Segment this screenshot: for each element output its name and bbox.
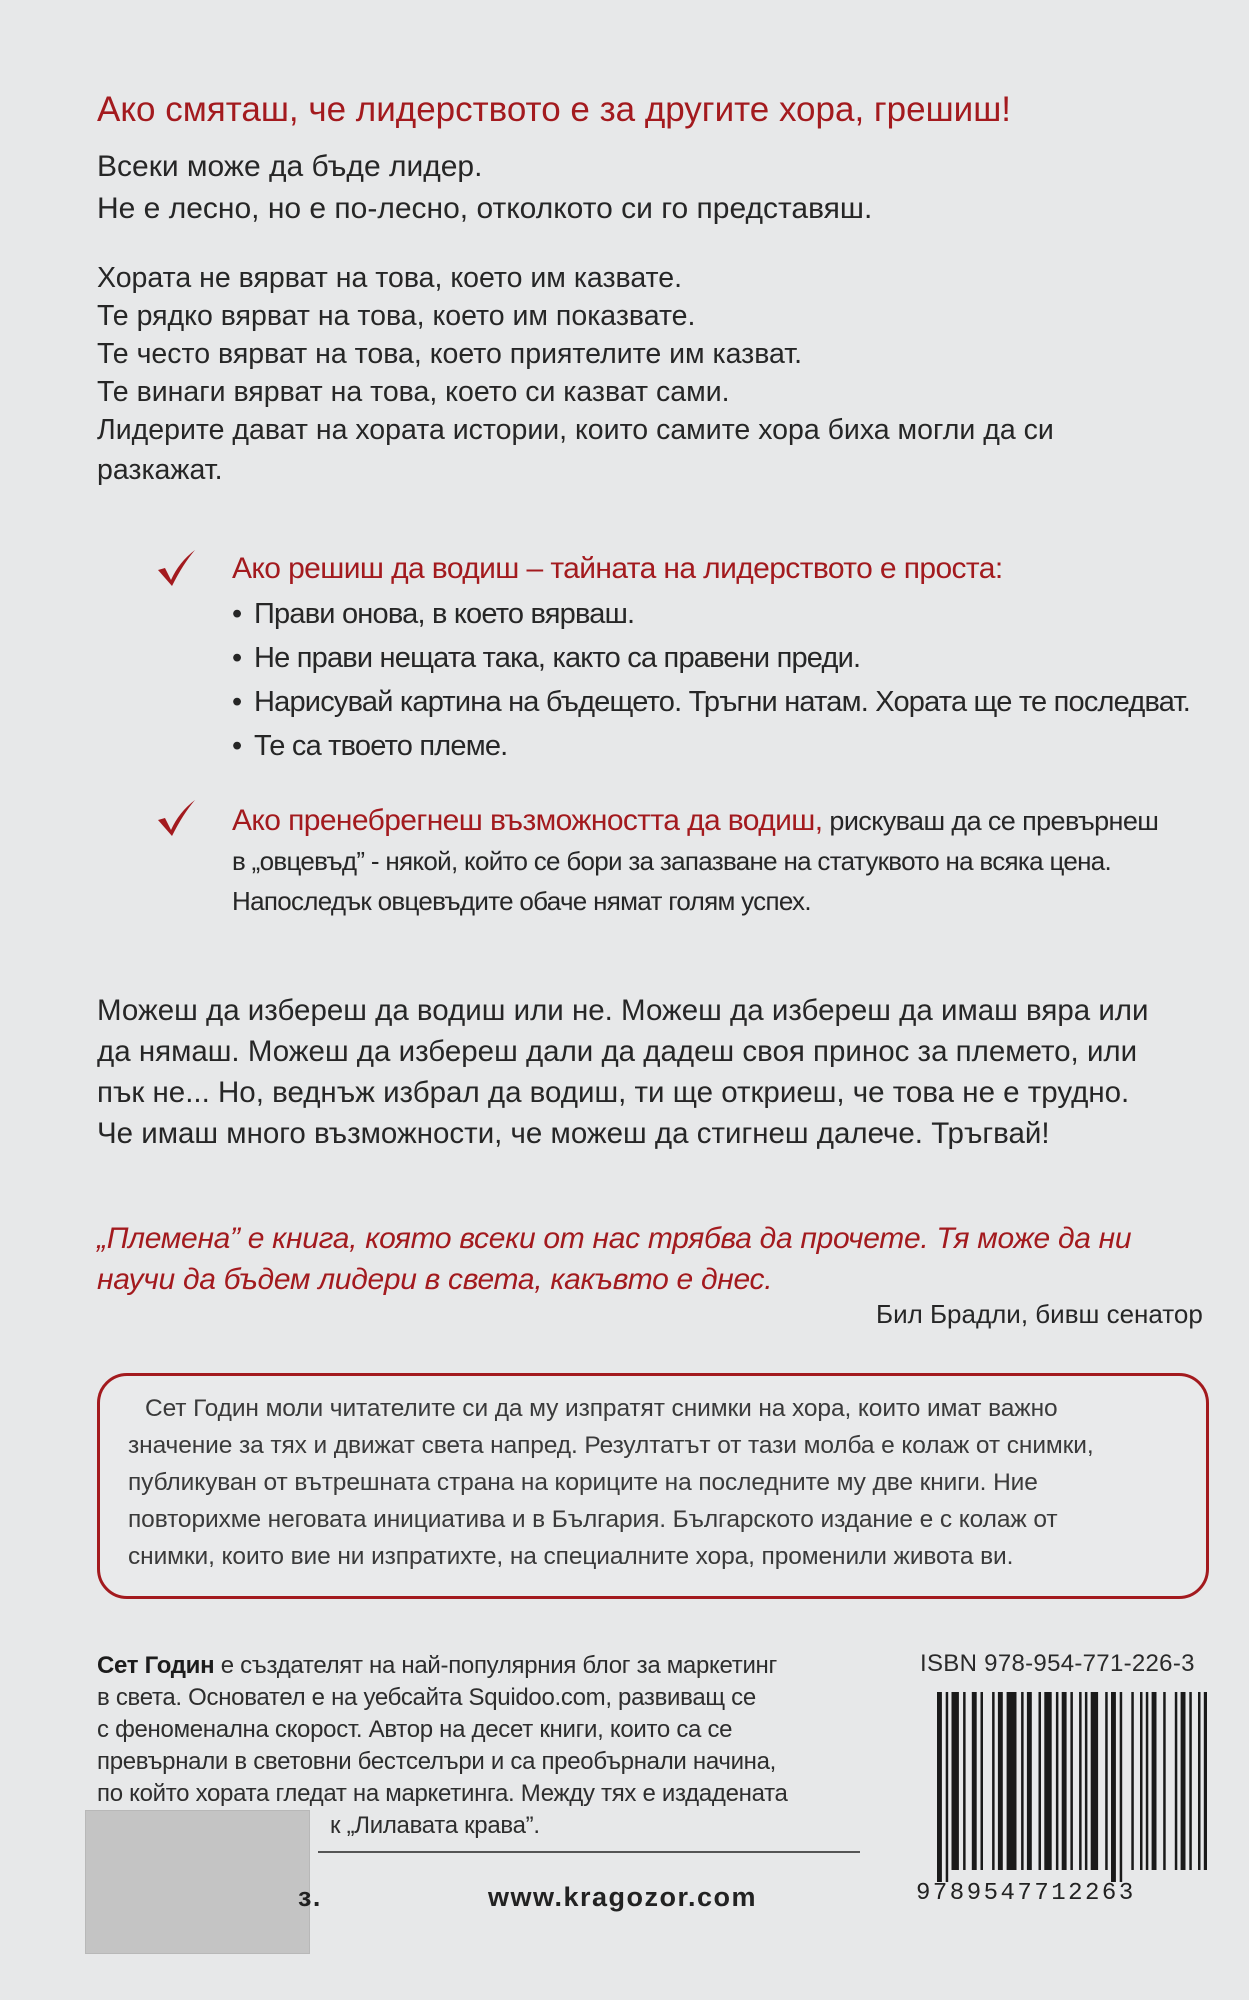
belief-line: Те винаги вярват на това, което си казват сами.	[97, 376, 730, 408]
barcode-bar	[1091, 1692, 1098, 1870]
barcode-bar	[1105, 1692, 1108, 1870]
publisher-website[interactable]: www.kragozor.com	[488, 1882, 758, 1912]
barcode-bar	[963, 1692, 966, 1870]
author-bio-line	[97, 1652, 777, 1680]
barcode-bar	[1198, 1692, 1201, 1870]
author-bio-line: по който хората гледат на маркетинга. Между тях е издадената	[97, 1780, 788, 1807]
choice-line: Че имаш много възможности, че можеш да стигнеш далече. Тръгвай!	[97, 1117, 1050, 1150]
intro-line: Всеки може да бъде лидер.	[97, 150, 483, 183]
barcode-bar	[1111, 1692, 1116, 1882]
info-box-line: повторихме неговата инициатива и в България. Българското издание е с колаж от	[128, 1506, 1058, 1533]
quote-line: научи да бъдем лидери в света, какъвто е днес.	[97, 1263, 773, 1296]
belief-line: разкажат.	[97, 454, 223, 486]
bullet-item	[232, 686, 1190, 719]
isbn-label: ISBN 978-954-771-226-3	[920, 1650, 1195, 1677]
barcode-bar	[1021, 1692, 1024, 1870]
author-bio-line: к „Лилавата крава”.	[330, 1812, 540, 1839]
barcode-bar	[1131, 1692, 1134, 1870]
bullet-text: Не прави нещата така, както са правени преди.	[254, 642, 861, 674]
belief-line: Те рядко вярват на това, което им показвате.	[97, 300, 696, 332]
bullet-item	[232, 730, 507, 763]
barcode-bar	[1181, 1692, 1186, 1870]
intro-line: Не е лесно, но е по-лесно, отколкото си го представяш.	[97, 192, 873, 225]
quote-line: „Племена” е книга, която всеки от нас трябва да прочете. Тя може да ни	[97, 1222, 1132, 1255]
author-bio-line: превърнали в световни бестселъри и са преобърнали начина,	[97, 1748, 777, 1775]
barcode-bar	[1056, 1692, 1059, 1870]
checkmark-icon	[155, 798, 197, 838]
headline: Ако смяташ, че лидерството е за другите хора, грешиш!	[97, 90, 1012, 129]
belief-line: Лидерите дават на хората истории, които самите хора биха могли да си	[97, 414, 1054, 446]
barcode-bar	[981, 1692, 984, 1870]
bullet-dot-icon: •	[232, 686, 242, 718]
barcode-bar	[1175, 1692, 1178, 1870]
barcode-bar	[1039, 1692, 1042, 1870]
divider	[318, 1851, 860, 1853]
section2-line: Напоследък овцевъдите обаче нямат голям успех.	[232, 886, 811, 916]
barcode-bar	[1007, 1692, 1017, 1870]
quote-attribution: Бил Брадли, бивш сенатор	[876, 1299, 1203, 1329]
barcode-bar	[1163, 1692, 1166, 1870]
barcode-bar	[1189, 1692, 1192, 1870]
bullet-item	[232, 598, 634, 631]
section2-line: в „овцевъд” - някой, който се бори за запазване на статуквото на всяка цена.	[232, 846, 1112, 876]
barcode-bar	[998, 1692, 1003, 1870]
author-bio-line: с феноменална скорост. Автор на десет книги, които са се	[97, 1716, 733, 1743]
barcode-number: 9789547712263	[916, 1880, 1136, 1907]
price-sticker	[85, 1810, 310, 1954]
barcode-bar	[937, 1692, 942, 1882]
barcode-bar	[992, 1692, 995, 1870]
belief-line: Те често вярват на това, което приятелите им казват.	[97, 338, 803, 370]
section1-heading: Ако решиш да водиш – тайната на лидерството е проста:	[232, 552, 1003, 585]
barcode-bar	[1152, 1692, 1157, 1870]
barcode-bar	[1085, 1692, 1088, 1870]
choice-line: Можеш да избереш да водиш или не. Можеш да избереш да имаш вяра или	[97, 994, 1149, 1027]
barcode-bar	[952, 1692, 959, 1870]
barcode-bar	[1070, 1692, 1073, 1870]
bullet-text: Нарисувай картина на бъдещето. Тръгни натам. Хората ще те последват.	[254, 686, 1190, 718]
barcode-bar	[1204, 1692, 1207, 1870]
author-name: Сет Годин	[97, 1652, 215, 1679]
section2-heading-red: Ако пренебрегнеш възможността да водиш,	[232, 804, 823, 837]
section2-heading	[232, 804, 1158, 838]
info-box-line: публикуван от вътрешната страна на кориците на последните му две книги. Ние	[128, 1469, 1038, 1496]
barcode-bar	[1044, 1692, 1051, 1870]
bullet-dot-icon: •	[232, 730, 242, 762]
barcode-bar	[972, 1692, 977, 1870]
author-bio-text: е създателят на най-популярния блог за маркетинг	[214, 1652, 777, 1679]
barcode-bar	[1146, 1692, 1149, 1870]
barcode-bar	[1120, 1692, 1123, 1882]
section2-heading-rest: рискуваш да се превърнеш	[822, 806, 1159, 836]
barcode-bar	[1079, 1692, 1082, 1870]
checkmark-icon	[155, 548, 197, 588]
choice-line: да нямаш. Можеш да избереш дали да дадеш своя принос за племето, или	[97, 1035, 1138, 1068]
footer-fragment: з.	[298, 1882, 322, 1912]
bullet-text: Те са твоето племе.	[254, 730, 508, 762]
belief-line: Хората не вярват на това, което им казвате.	[97, 262, 683, 294]
barcode-bar	[1140, 1692, 1143, 1870]
info-box-line: значение за тях и движат света напред. Резултатът от тази молба е колаж от снимки,	[128, 1432, 1094, 1459]
bullet-item	[232, 642, 860, 675]
barcode-bar	[1027, 1692, 1032, 1870]
choice-line: пък не... Но, веднъж избрал да водиш, ти ще откриеш, че това не е трудно.	[97, 1076, 1130, 1109]
info-box-line: снимки, които вие ни изпратихте, на специалните хора, променили живота ви.	[128, 1543, 1014, 1570]
bullet-text: Прави онова, в което вярваш.	[254, 598, 635, 630]
bullet-dot-icon: •	[232, 598, 242, 630]
author-bio-line: в света. Основател е на уебсайта Squidoo.com, развиващ се	[97, 1684, 756, 1711]
barcode-bar	[1062, 1692, 1067, 1870]
barcode-image	[935, 1692, 1207, 1882]
barcode-bar	[946, 1692, 949, 1882]
info-box-line: Сет Годин моли читателите си да му изпратят снимки на хора, които имат важно	[145, 1395, 1058, 1422]
bullet-dot-icon: •	[232, 642, 242, 674]
